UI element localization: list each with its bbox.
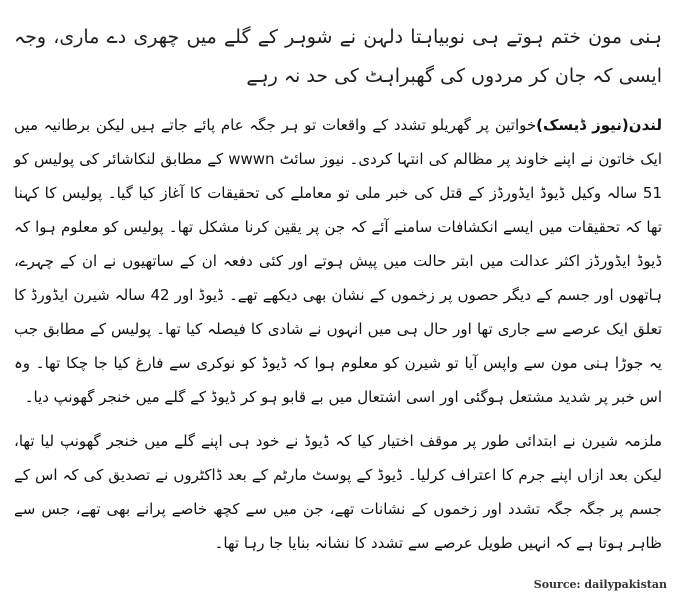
article-paragraph-1 <box>14 108 662 414</box>
article-headline: ہنی مون ختم ہوتے ہی نوبیاہتا دلہن نے شوہر کے گلے میں چھری دے ماری، وجہ ایسی کہ جان کر مردوں کی گھبراہٹ کی حد نہ رہے <box>14 26 662 87</box>
paragraph-1-text: خواتین پر گھریلو تشدد کے واقعات تو ہر جگہ عام پائے جاتے ہیں لیکن برطانیہ میں ایک خاتون نے اپنے خاوند پر مظالم کی انتہا کردی۔ نیوز سائٹ wwwn کے مطابق لنکاشائر کی پولیس کو 51 سالہ وکیل ڈیوڈ ایڈورڈز کے قتل کی خبر ملی تو معاملے کی تحقیقات کا آغاز کیا گیا۔ پولیس کا کہنا تھا کہ تحقیقات میں ایسے انکشافات سامنے آئے کہ جن پر یقین کرنا مشکل تھا۔ پولیس کو معلوم ہوا کہ ڈیوڈ ایڈورڈز اکثر عدالت میں ابتر حالت میں پیش ہوتے اور کئی دفعہ ان کے ساتھیوں نے ان کے چہرے، ہاتھوں اور جسم کے دیگر حصوں پر زخموں کے نشان بھی دیکھے تھے۔ ڈیوڈ اور 42 سالہ شیرن ایڈورڈ کا تعلق ایک عرصے سے جاری تھا اور حال ہی میں انہوں نے شادی کا فیصلہ کیا تھا۔ پولیس کے مطابق جب یہ جوڑا ہنی مون سے واپس آیا تو شیرن کو معلوم ہوا کہ ڈیوڈ کو نوکری سے فارغ کیا جا چکا تھا۔ وہ اس خبر پر شدید مشتعل ہوگئی اور اسی اشتعال میں بے قابو ہو کر ڈیوڈ کے گلے میں خنجر گھونپ دیا۔ <box>14 116 663 406</box>
paragraph-2-text: ملزمہ شیرن نے ابتدائی طور پر موقف اختیار کیا کہ ڈیوڈ نے خود ہی اپنے گلے میں خنجر گھونپ لیا تھا، لیکن بعد ازاں اپنے جرم کا اعتراف کرلیا۔ ڈیوڈ کے پوسٹ مارٹم کے بعد ڈاکٹروں نے تصدیق کی کہ اس کے جسم پر جگہ جگہ تشدد اور زخموں کے نشانات تھے، جن میں سے کچھ خاصے پرانے بھی تھے، جس سے ظاہر ہوتا ہے کہ انہیں طویل عرصے سے تشدد کا نشانہ بنایا جا رہا تھا۔ <box>14 432 662 552</box>
article-paragraph-2 <box>14 424 662 560</box>
dateline: لندن(نیوز ڈیسک) <box>536 116 663 134</box>
article <box>14 18 662 570</box>
source-credit: Source: dailypakistan <box>533 578 667 591</box>
